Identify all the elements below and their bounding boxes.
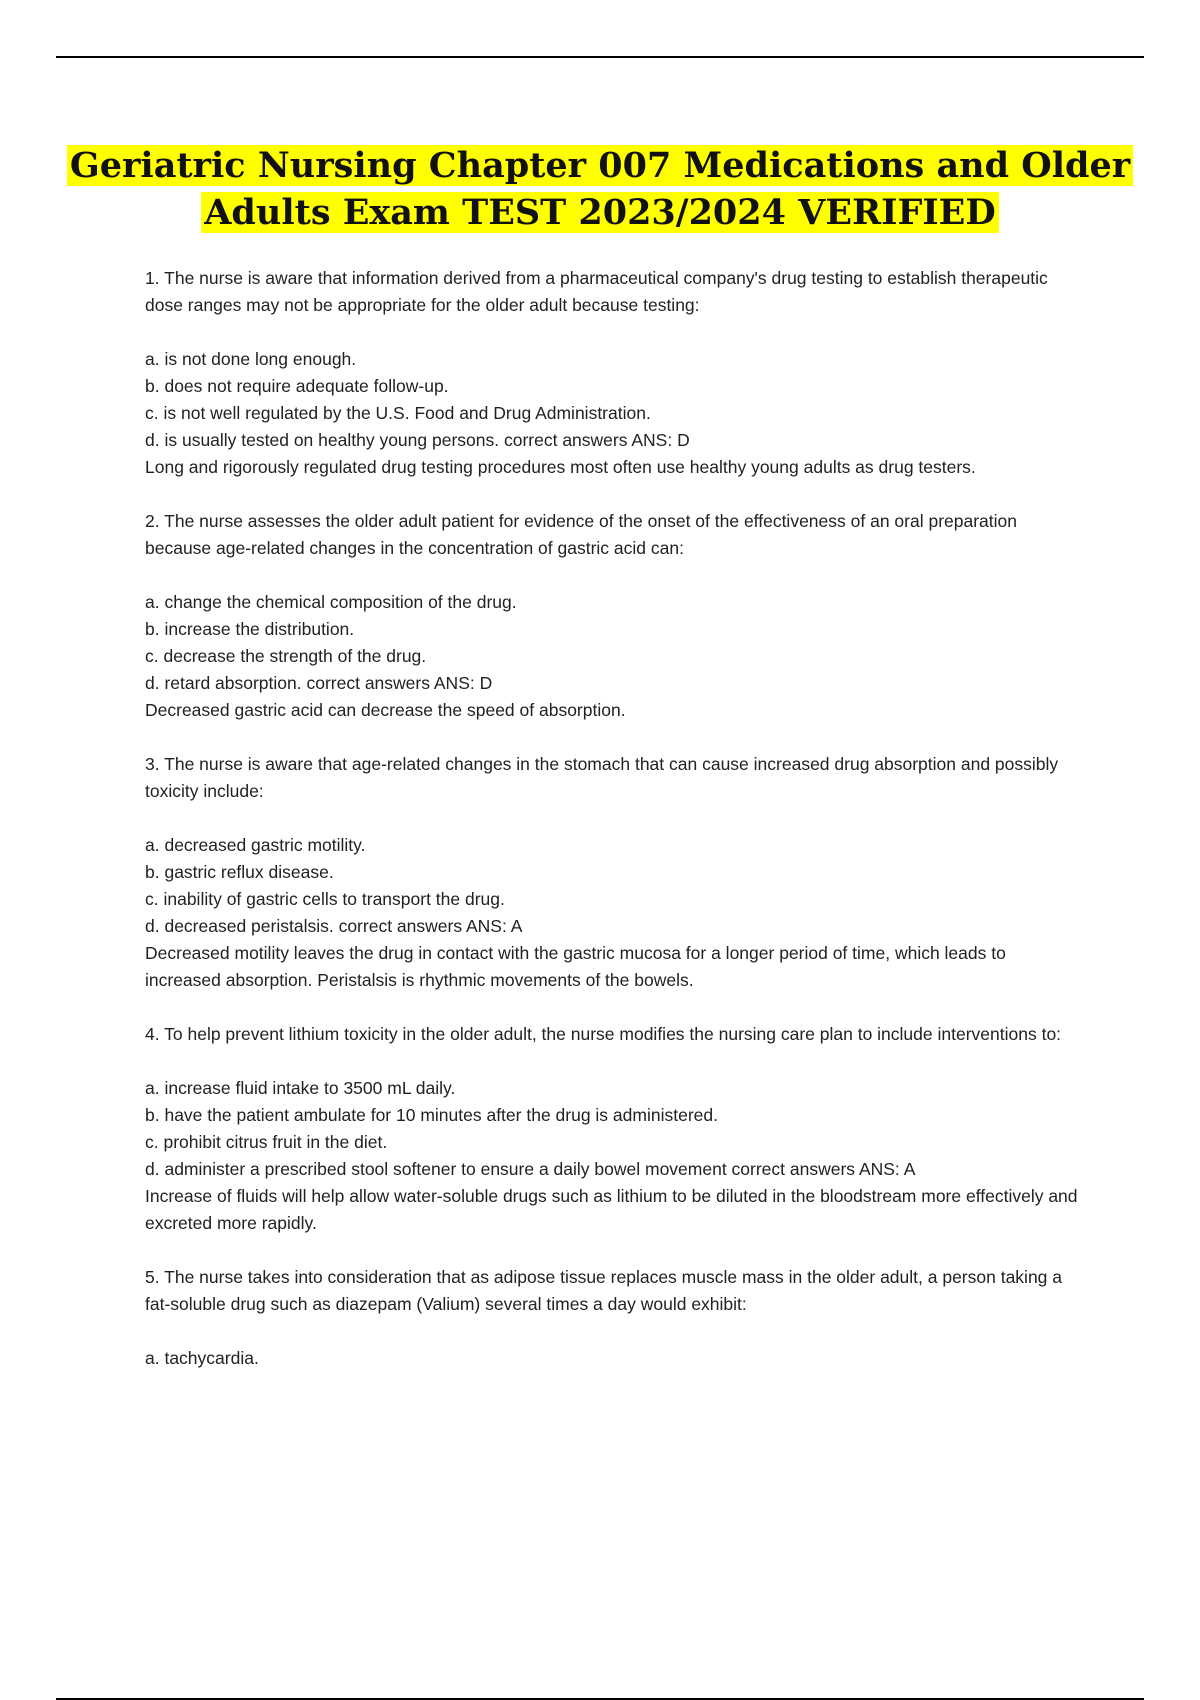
answer-option: a. decreased gastric motility. xyxy=(145,835,366,855)
answer-option: a. change the chemical composition of the drug. xyxy=(145,592,517,612)
answer-option: b. does not require adequate follow-up. xyxy=(145,376,449,396)
question-stem: 5. The nurse takes into consideration that as adipose tissue replaces muscle mass in the older adult, a person taking a fat-soluble drug such as diazepam (Valium) several times a day would exhibit: xyxy=(145,1267,1063,1314)
question-3 xyxy=(145,751,1085,994)
question-4 xyxy=(145,1021,1085,1237)
question-list xyxy=(145,265,1085,1399)
answer-option: a. tachycardia. xyxy=(145,1348,259,1368)
question-stem: 4. To help prevent lithium toxicity in the older adult, the nurse modifies the nursing care plan to include interventions to: xyxy=(145,1024,1062,1044)
title-line-1: Geriatric Nursing Chapter 007 Medications and Older xyxy=(67,145,1133,186)
answer-option: d. is usually tested on healthy young persons. correct answers ANS: D xyxy=(145,430,690,450)
answer-option: c. inability of gastric cells to transport the drug. xyxy=(145,889,505,909)
answer-option: d. retard absorption. correct answers ANS: D xyxy=(145,673,493,693)
question-stem: 3. The nurse is aware that age-related changes in the stomach that can cause increased drug absorption and possibly toxicity include: xyxy=(145,754,1059,801)
answer-option: b. gastric reflux disease. xyxy=(145,862,334,882)
title-line-2: Adults Exam TEST 2023/2024 VERIFIED xyxy=(201,192,998,233)
answer-option: b. increase the distribution. xyxy=(145,619,355,639)
answer-rationale: Decreased motility leaves the drug in contact with the gastric mucosa for a longer period of time, which leads to increased absorption. Peristalsis is rhythmic movements of the bowels. xyxy=(145,943,1006,990)
answer-rationale: Increase of fluids will help allow water-soluble drugs such as lithium to be diluted in the bloodstream more effectively and excreted more rapidly. xyxy=(145,1186,1078,1233)
answer-option: c. decrease the strength of the drug. xyxy=(145,646,427,666)
answer-option: d. administer a prescribed stool softener to ensure a daily bowel movement correct answers ANS: A xyxy=(145,1159,916,1179)
answer-option: a. is not done long enough. xyxy=(145,349,357,369)
answer-rationale: Decreased gastric acid can decrease the speed of absorption. xyxy=(145,700,626,720)
answer-option: a. increase fluid intake to 3500 mL daily. xyxy=(145,1078,456,1098)
document-title xyxy=(60,142,1140,236)
question-1 xyxy=(145,265,1085,481)
answer-rationale: Long and rigorously regulated drug testing procedures most often use healthy young adults as drug testers. xyxy=(145,457,976,477)
answer-option: d. decreased peristalsis. correct answers ANS: A xyxy=(145,916,523,936)
answer-option: c. prohibit citrus fruit in the diet. xyxy=(145,1132,388,1152)
question-2 xyxy=(145,508,1085,724)
answer-option: c. is not well regulated by the U.S. Food and Drug Administration. xyxy=(145,403,651,423)
question-stem: 2. The nurse assesses the older adult patient for evidence of the onset of the effectiveness of an oral preparation because age-related changes in the concentration of gastric acid can: xyxy=(145,511,1017,558)
question-stem: 1. The nurse is aware that information derived from a pharmaceutical company's drug testing to establish therapeutic dose ranges may not be appropriate for the older adult because testing: xyxy=(145,268,1048,315)
answer-option: b. have the patient ambulate for 10 minutes after the drug is administered. xyxy=(145,1105,718,1125)
top-divider xyxy=(56,56,1144,58)
question-5 xyxy=(145,1264,1085,1372)
